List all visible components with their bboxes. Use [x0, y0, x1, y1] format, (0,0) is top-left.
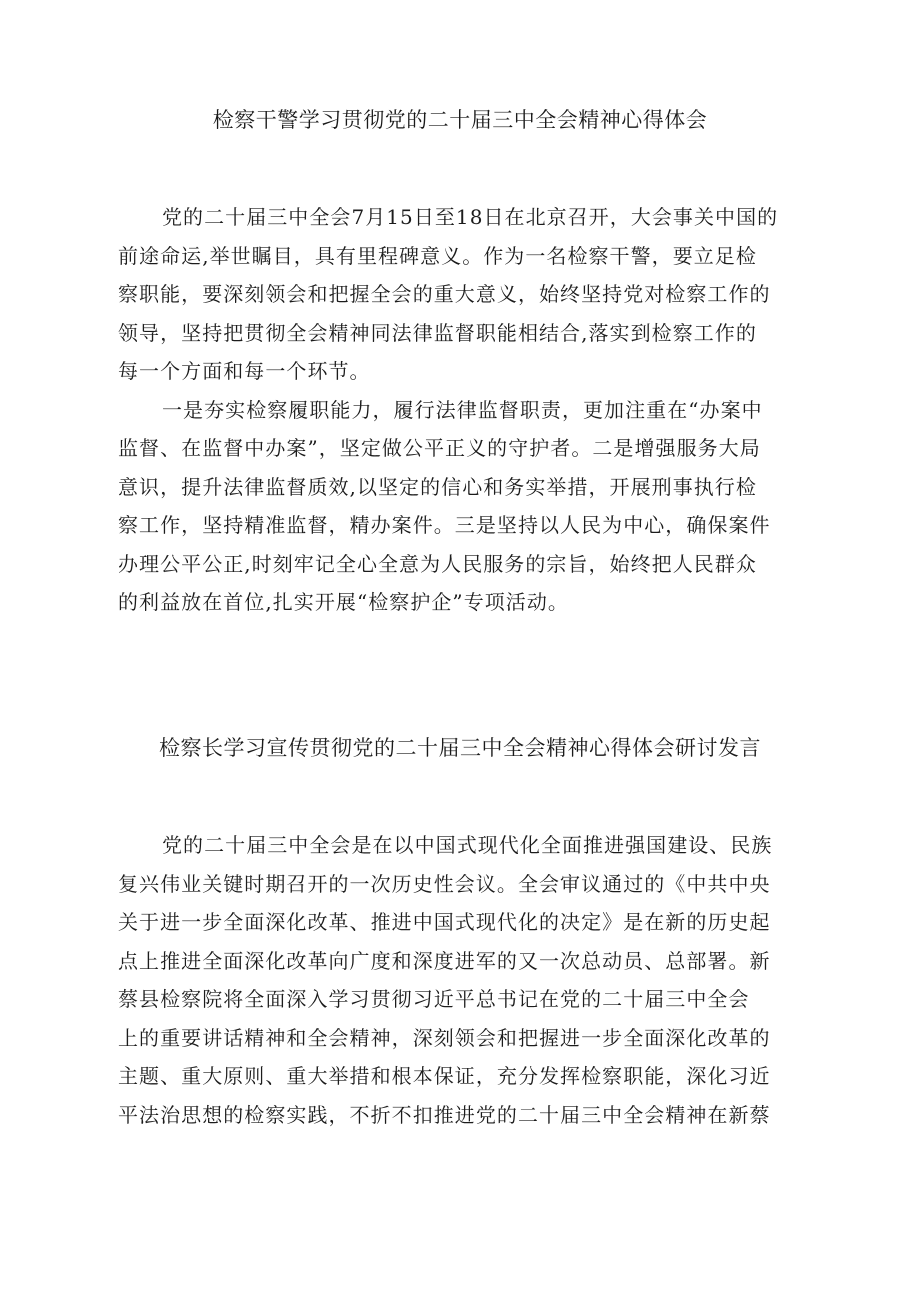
text-line: 办理公平公正,时刻牢记全心全意为人民服务的宗旨，始终把人民群众 — [118, 551, 757, 576]
text-line: 监督、在监督中办案”，坚定做公平正义的守护者。二是增强服务大局 — [118, 436, 761, 460]
text-line: 上的重要讲话精神和全会精神，深刻领会和把握进一步全面深化改革的 — [118, 1025, 771, 1050]
text-line: 主题、重大原则、重大举措和根本保证，充分发挥检察职能，深化习近 — [118, 1064, 771, 1088]
text-line: 前途命运,举世瞩目，具有里程碑意义。作为一名检察干警，要立足检 — [118, 243, 757, 268]
text-line: 蔡县检察院将全面深入学习贯彻习近平总书记在党的二十届三中全会 — [118, 987, 750, 1011]
text-line: 复兴伟业关键时期召开的一次历史性会议。全会审议通过的《中共中央 — [118, 871, 771, 896]
article-2-title: 检察长学习宣传贯彻党的二十届三中全会精神心得体会研讨发言 — [159, 736, 761, 760]
text-line: 意识，提升法律监督质效,以坚定的信心和务实举措，开展刑事执行检 — [118, 474, 757, 499]
article-1-title: 检察干警学习贯彻党的二十届三中全会精神心得体会 — [212, 108, 708, 132]
text-line: 察工作，坚持精准监督，精办案件。三是坚持以人民为中心，确保案件 — [118, 513, 771, 537]
text-line: 察职能，要深刻领会和把握全会的重大意义，始终坚持党对检察工作的 — [118, 282, 771, 306]
text-line: 每一个方面和每一个环节。 — [118, 359, 371, 383]
article-1-body — [118, 198, 838, 622]
text-line: 党的二十届三中全会是在以中国式现代化全面推进强国建设、民族 — [162, 833, 773, 857]
text-line: 关于进一步全面深化改革、推进中国式现代化的决定》是在新的历史起 — [118, 910, 771, 934]
text-line: 平法治思想的检察实践，不折不扣推进党的二十届三中全会精神在新蔡 — [118, 1102, 771, 1127]
text-line: 点上推进全面深化改革向广度和深度进军的又一次总动员、总部署。新 — [118, 948, 771, 973]
text-line: 党的二十届三中全会7月15日至18日在北京召开，大会事关中国的 — [162, 205, 779, 229]
text-line: 一是夯实检察履职能力，履行法律监督职责，更加注重在“办案中 — [162, 397, 763, 422]
text-line: 的利益放在首位,扎实开展“检察护企”专项活动。 — [118, 590, 569, 614]
article-2-body — [118, 826, 838, 1134]
text-line: 领导，坚持把贯彻全会精神同法律监督职能相结合,落实到检察工作的 — [118, 320, 757, 345]
